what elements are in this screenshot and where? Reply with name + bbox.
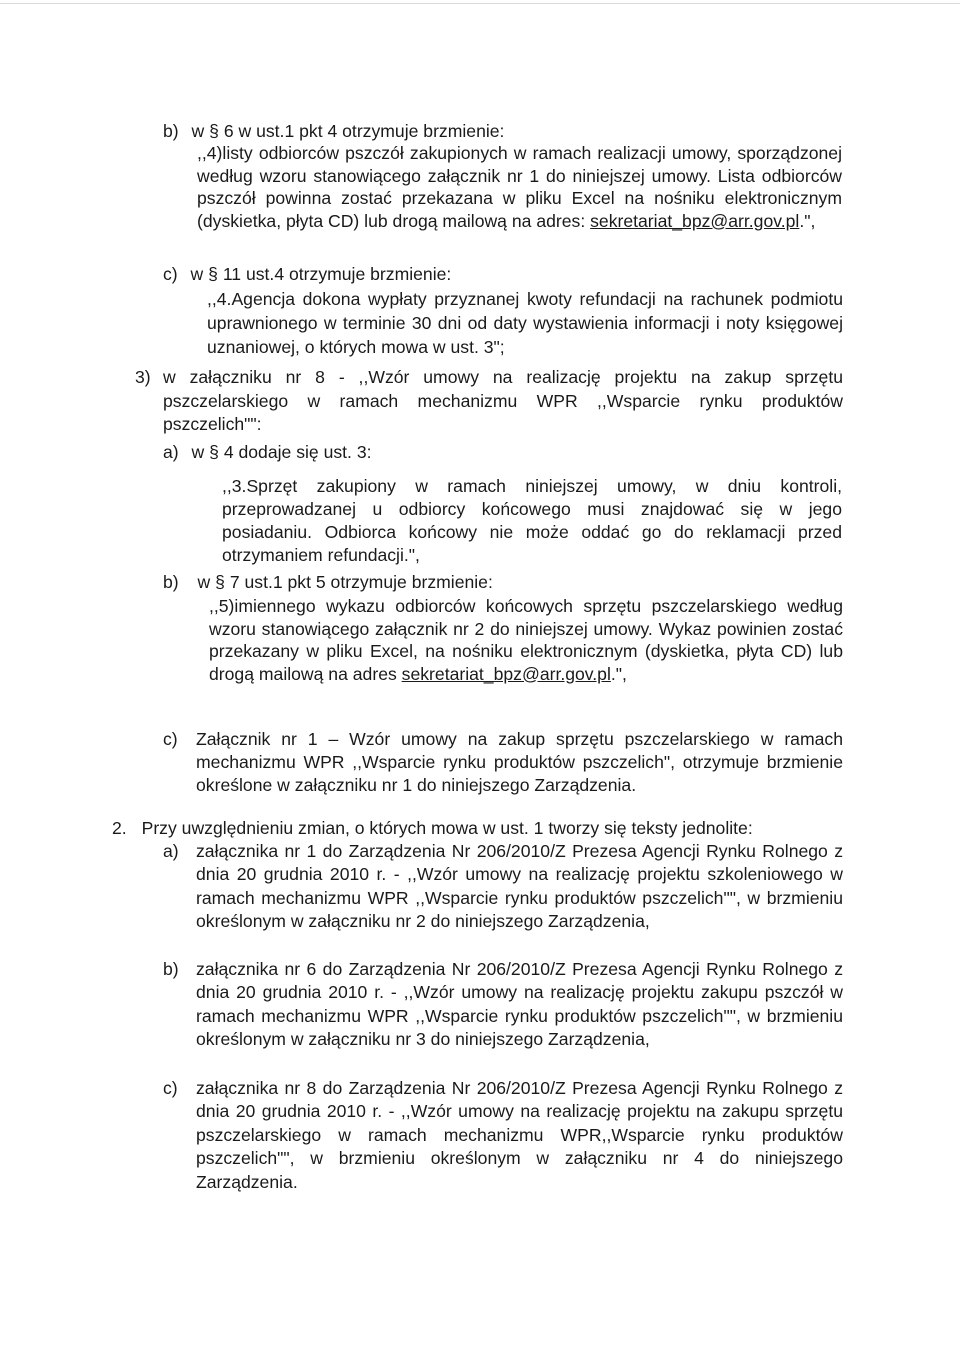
item-text: załącznika nr 1 do Zarządzenia Nr 206/2010/Z Prezesa Agencji Rynku Rolnego z dnia 20 grudnia 2010 r. - ,,Wzór umowy na realizację projektu szkoleniowego w ramach mechanizmu WPR ,,Wsparcie rynku produktów pszczelich"", w brzmieniu określonym w załączniku nr 2 do niniejszego Zarządzenia, (196, 841, 843, 932)
email-link[interactable]: sekretariat_bpz@arr.gov.pl (590, 210, 800, 231)
item-a-header (163, 441, 372, 464)
point-3-text (163, 366, 843, 437)
point-marker: 2. (112, 818, 127, 838)
item-marker: b) (163, 121, 179, 141)
quote-end: .", (799, 210, 816, 231)
item-c2-marker-row (163, 728, 178, 751)
point-marker: 3) (135, 367, 151, 387)
list-item-marker (163, 958, 179, 981)
quote-text: ,,5)imiennego wykazu odbiorców końcowych sprzętu pszczelarskiego według wzoru stanowiącego załącznik nr 2 do niniejszej umowy. Wykaz powinien zostać przekazany w pliku Excel, na nośniku elektronicznym (dyskietka, płyta CD) lub drogą mailową na adres (209, 596, 843, 684)
item-intro: w § 6 w ust.1 pkt 4 otrzymuje brzmienie: (191, 121, 505, 141)
quote-text: ,,3.Sprzęt zakupiony w ramach niniejszej umowy, w dniu kontroli, przeprowadzanej u odbiorcy końcowego musi znajdować się w jego posiadaniu. Odbiorca końcowy nie może oddać go do reklamacji przed otrzymaniem refundacji.", (222, 476, 842, 565)
item-marker: b) (163, 572, 179, 592)
item-b2-quote (209, 595, 843, 685)
item-marker: a) (163, 841, 179, 861)
quote-text: ,,4.Agencja dokona wypłaty przyznanej kwoty refundacji na rachunek podmiotu uprawnionego w terminie 30 dni od daty wystawienia informacji i noty księgowej uznaniowej, o których mowa w ust. 3"; (207, 289, 843, 357)
quote-end: .", (610, 663, 627, 684)
scan-top-edge (0, 3, 960, 4)
item-b-quote (197, 142, 842, 232)
item-marker: c) (163, 729, 178, 749)
item-marker: c) (163, 1078, 178, 1098)
list-item-marker (163, 840, 179, 863)
point-2-row (112, 817, 753, 840)
item-text: Załącznik nr 1 – Wzór umowy na zakup sprzętu pszczelarskiego w ramach mechanizmu WPR ,,Wsparcie rynku produktów pszczelich", otrzymuje brzmienie określone w załączniku nr 1 do niniejszego Zarządzenia. (196, 729, 843, 795)
list-item (196, 840, 843, 934)
quote-text: ,,4)listy odbiorców pszczół zakupionych w ramach realizacji umowy, sporządzonej według wzoru stanowiącego załącznik nr 1 do niniejszej umowy. Lista odbiorców pszczół powinna zostać przekazana w pliku Excel na nośniku elektronicznym (dyskietka, płyta CD) lub drogą mailową na adres: (197, 143, 842, 231)
item-text: załącznika nr 6 do Zarządzenia Nr 206/2010/Z Prezesa Agencji Rynku Rolnego z dnia 20 grudnia 2010 r. - ,,Wzór umowy na realizację projektu zakupu pszczół w ramach mechanizmu WPR ,,Wsparcie rynku produktów pszczelich"", w brzmieniu określonym w załączniku nr 3 do niniejszego Zarządzenia, (196, 959, 843, 1050)
item-marker: b) (163, 959, 179, 979)
item-c-quote (207, 287, 843, 359)
item-a-quote (222, 475, 842, 567)
point-text: Przy uwzględnieniu zmian, o których mowa w ust. 1 tworzy się teksty jednolite: (141, 818, 753, 838)
point-3-marker-row (135, 366, 151, 389)
item-intro: w § 4 dodaje się ust. 3: (191, 442, 372, 462)
list-item (196, 958, 843, 1052)
point-text: w załączniku nr 8 - ,,Wzór umowy na realizację projektu na zakup sprzętu pszczelarskiego w ramach mechanizmu WPR ,,Wsparcie rynku produktów pszczelich"": (163, 367, 843, 434)
email-link[interactable]: sekretariat_bpz@arr.gov.pl (401, 663, 611, 684)
item-b-header (163, 120, 504, 143)
item-intro: w § 7 ust.1 pkt 5 otrzymuje brzmienie: (197, 572, 493, 592)
item-c2-text (196, 728, 843, 797)
item-marker: c) (163, 264, 178, 284)
list-item-marker (163, 1077, 178, 1100)
item-b2-header (163, 571, 493, 594)
item-marker: a) (163, 442, 179, 462)
list-item (196, 1077, 843, 1194)
item-text: załącznika nr 8 do Zarządzenia Nr 206/2010/Z Prezesa Agencji Rynku Rolnego z dnia 20 grudnia 2010 r. - ,,Wzór umowy na realizację projektu na zakupu sprzętu pszczelarskiego w ramach mechanizmu WPR,,Wsparcie rynku produktów pszczelich"", w brzmieniu określonym w załączniku nr 4 do niniejszego Zarządzenia. (196, 1078, 843, 1192)
item-c-header (163, 263, 451, 286)
item-intro: w § 11 ust.4 otrzymuje brzmienie: (190, 264, 452, 284)
